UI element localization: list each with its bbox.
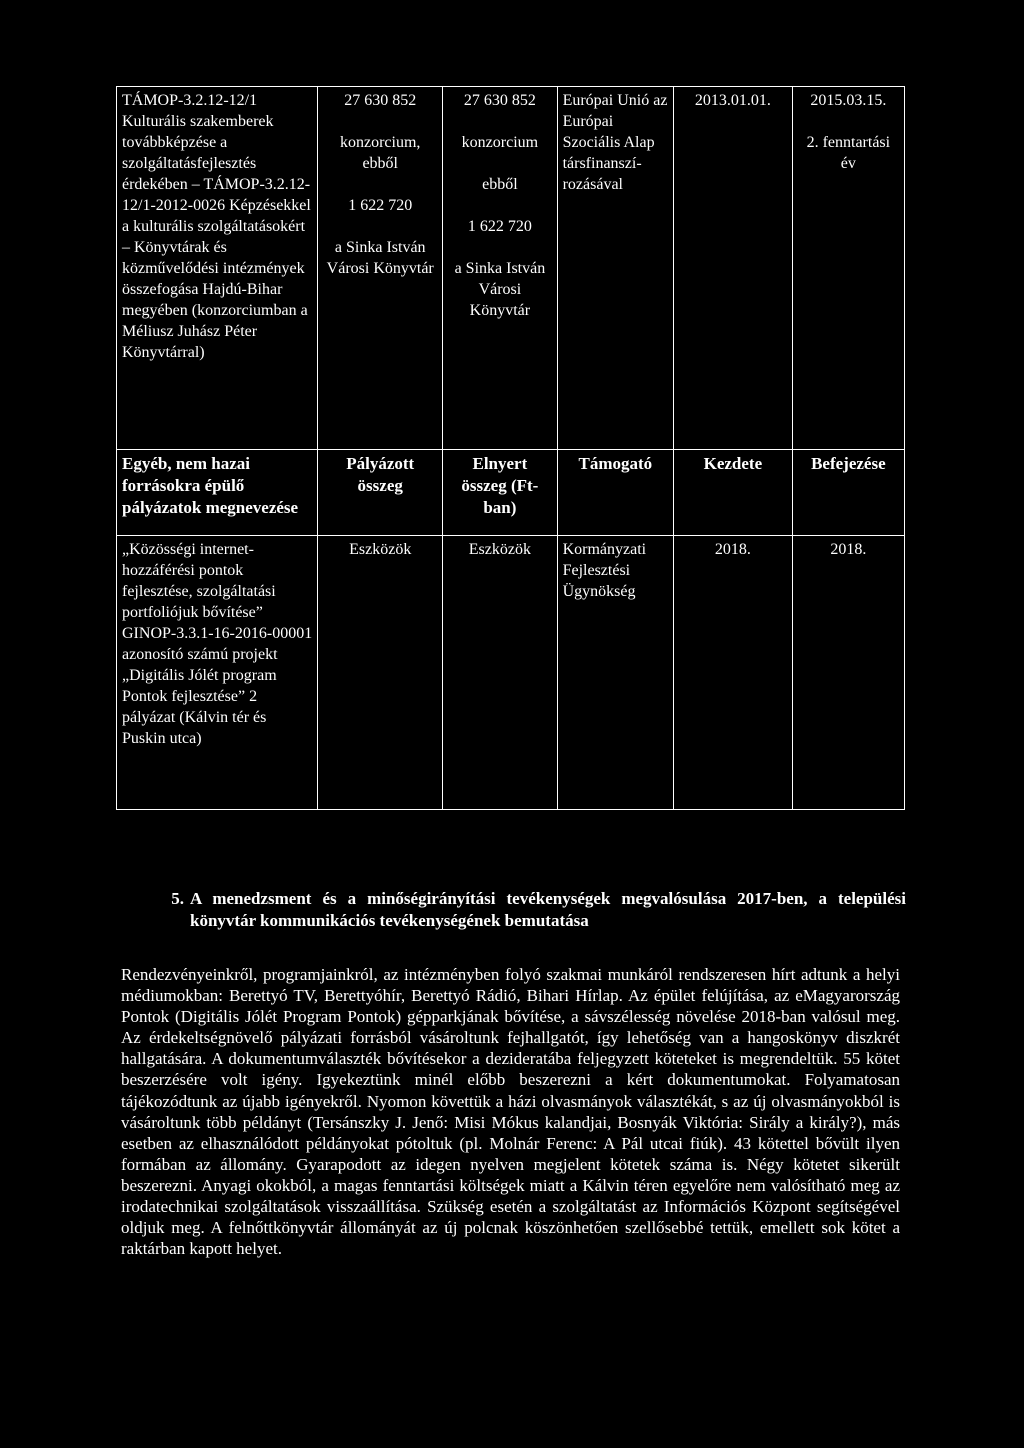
applied-amount-cell: 27 630 852 konzorcium, ebből 1 622 720 a Sinka István Városi Könyvtár — [318, 87, 443, 450]
start-date-cell: 2018. — [674, 536, 793, 810]
table-row-ginop — [117, 536, 905, 810]
header-won: Elnyert összeg (Ft-ban) — [443, 450, 557, 536]
header-end: Befejezése — [792, 450, 904, 536]
body-paragraph: Rendezvényeinkről, programjainkról, az intézményben folyó szakmai munkáról rendszeresen hírt adtunk a helyi médiumokban: Berettyó TV, Berettyóhír, Berettyó Rádió, Bihari Hírlap. Az épület felújítása, az eMagyarország Pontok (Digitális Jólét Program Pontok) gépparkjának bővítése, a sávszélesség növelése 2018-ban valósul meg. Az érdekeltségnövelő pályázati forrásból vásároltunk fejhallgatót, így lehetőség van a hangoskönyv diszkrét hallgatására. A dokumentumválaszték bővítésekor a dezideratába feljegyzett köteteket is megrendeltük. 55 kötet beszerzésére volt igény. Igyekeztünk minél előbb beszerezni a kért dokumentumokat. Folyamatosan tájékozódtunk az újabb igényekről. Nyomon követtük a házi olvasmányok választékát, s az új olvasmányokból is vásároltunk több példányt (Tersánszky J. Jenő: Misi Mókus kalandjai, Bosnyák Viktória: Sirály a király?), más esetben az elhasználódott példányokat pótoltuk (pl. Molnár Ferenc: A Pál utcai fiúk). 43 kötettel bővült ilyen formában az állomány. Gyarapodott az idegen nyelven megjelent kötetek száma is. Négy kötetet sikerült beszerezni. Anyagi okokból, a magas fenntartási költségek miatt a Kálvin téren egyelőre nem valósítható meg az irodatechnikai szolgáltatások visszaállítása. Szükség esetén a szolgáltatást az Információs Központ segítségével oldjuk meg. A felnőttkönyvtár állományát az új polcnak köszönhetően szellősebbé tettük, emellett sok kötet a raktárban kapott helyet. — [121, 965, 900, 1259]
end-date-cell: 2015.03.15. 2. fenntartási év — [792, 87, 904, 450]
header-applied: Pályázott összeg — [318, 450, 443, 536]
end-date-cell: 2018. — [792, 536, 904, 810]
section-title: A menedzsment és a minőségirányítási tevékenységek megvalósulása 2017-ben, a települési könyvtár kommunikációs tevékenységének bemutatása — [190, 889, 906, 930]
supporter-cell: Kormányzati Fejlesztési Ügynökség — [557, 536, 674, 810]
section-heading — [116, 888, 906, 932]
won-amount-cell: Eszközök — [443, 536, 557, 810]
section-number: 5. — [171, 889, 184, 908]
grant-name-cell: TÁMOP-3.2.12-12/1 Kulturális szakemberek továbbképzése a szolgáltatásfejlesztés érdekében – TÁMOP-3.2.12-12/1-2012-0026 Képzésekkel a kulturális szolgáltatásokért – Könyvtárak és közművelődési intézmények összefogása Hajdú-Bihar megyében (konzorciumban a Méliusz Juhász Péter Könyvtárral) — [117, 87, 318, 450]
header-start: Kezdete — [674, 450, 793, 536]
grants-table — [116, 86, 905, 810]
grant-name-cell: „Közösségi internet-hozzáférési pontok fejlesztése, szolgáltatási portfoliójuk bővítése” GINOP-3.3.1-16-2016-00001 azonosító számú projekt „Digitális Jólét program Pontok fejlesztése” 2 pályázat (Kálvin tér és Puskin utca) — [117, 536, 318, 810]
won-amount-cell: 27 630 852 konzorcium ebből 1 622 720 a Sinka István Városi Könyvtár — [443, 87, 557, 450]
table-row-tamop — [117, 87, 905, 450]
table-header-row — [117, 450, 905, 536]
supporter-cell: Európai Unió az Európai Szociális Alap társfinanszí-rozásával — [557, 87, 674, 450]
header-supporter: Támogató — [557, 450, 674, 536]
applied-amount-cell: Eszközök — [318, 536, 443, 810]
header-name: Egyéb, nem hazai forrásokra épülő pályázatok megnevezése — [117, 450, 318, 536]
start-date-cell: 2013.01.01. — [674, 87, 793, 450]
